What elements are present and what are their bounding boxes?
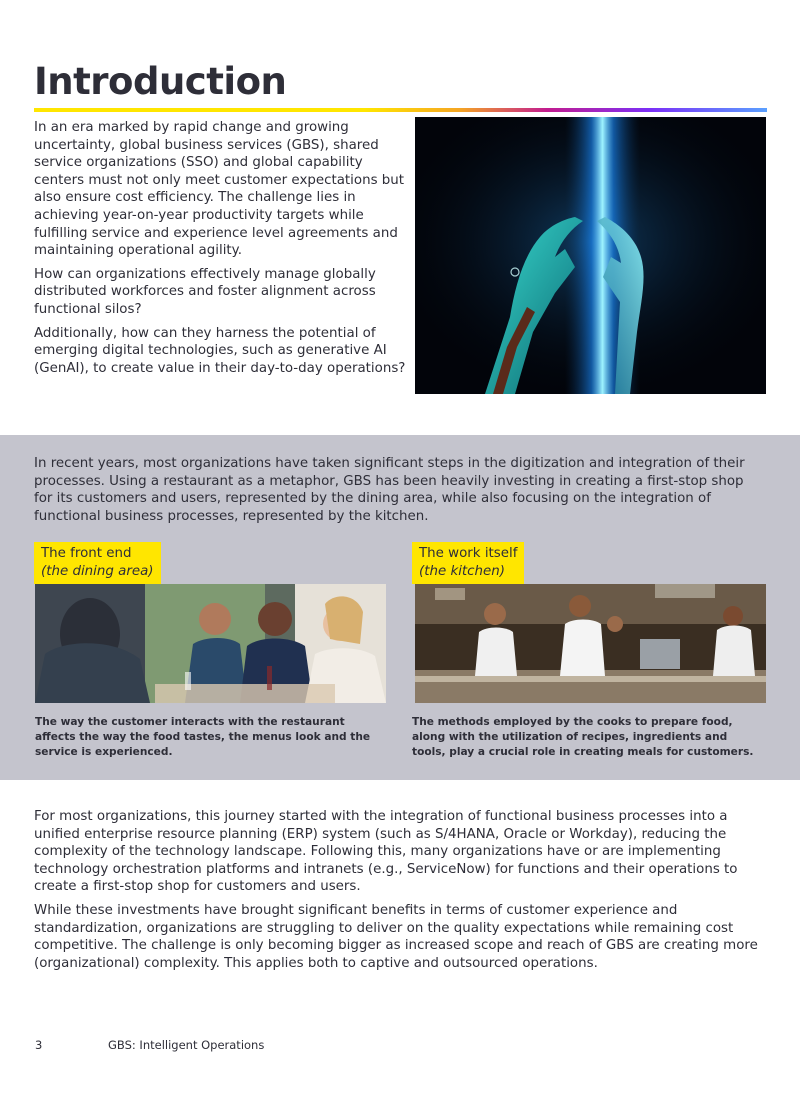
dining-illustration [35,584,386,703]
dining-area-photo [35,584,386,703]
kitchen-illustration [415,584,766,703]
front-end-title: The front end [41,546,132,561]
body-paragraph: While these investments have brought significant benefits in terms of customer experience and standardization, organizations are struggling to deliver on the quality expectations while remaining cost competitive. The challenge is only becoming bigger as increased scope and reach of GBS are creating more (organizational) complexity. This applies both to captive and outsourced operations. [34,902,758,971]
body-paragraph: For most organizations, this journey started with the integration of functional business processes into a unified enterprise resource planning (ERP) system (such as S/4HANA, Oracle or Workday), reducing the complexity of the technology landscape. Following this, many organizations have or are implementing technology orchestration platforms and intranets (e.g., ServiceNow) for functions and their operations to create a first-stop shop for customers and users. [34,809,738,895]
intro-paragraph: In an era marked by rapid change and growing uncertainty, global business services (GBS), shared service organizations (SSO) and global capability centers must not only meet customer expectations but also ensure cost efficiency. The challenge lies in achieving year-on-year productivity targets while fulfilling service and experience level agreements and maintaining operational agility. [34,120,405,259]
kitchen-photo [415,584,766,703]
page-number: 3 [35,1038,43,1052]
body-text [34,808,764,978]
intro-text [34,119,406,383]
hero-illustration [415,117,766,394]
front-end-subtitle: (the dining area) [41,563,154,579]
work-itself-label [412,542,524,584]
front-end-caption: The way the customer interacts with the restaurant affects the way the food tastes, the menus look and the service is experienced. [35,716,371,758]
front-end-label [34,542,161,584]
intro-paragraph: How can organizations effectively manage globally distributed workforces and foster alignment across functional silos? [34,266,376,317]
footer-doc-title: GBS: Intelligent Operations [108,1038,265,1052]
hero-image-hands [415,117,766,394]
work-itself-title: The work itself [419,546,518,561]
work-itself-subtitle: (the kitchen) [419,563,505,579]
work-itself-caption: The methods employed by the cooks to prepare food, along with the utilization of recipes, ingredients and tools, play a crucial role in creating meals for customers. [412,716,754,758]
intro-paragraph: Additionally, how can they harness the potential of emerging digital technologies, such as generative AI (GenAI), to create value in their day-to-day operations? [34,325,406,376]
page-title: Introduction [34,60,287,103]
title-gradient-rule [34,108,767,112]
band-text: In recent years, most organizations have taken significant steps in the digitization and integration of their processes. Using a restaurant as a metaphor, GBS has been heavily investing in creating a first-stop shop for its customers and users, represented by the dining area, while also focusing on the integration of functional business processes, represented by the kitchen. [34,456,745,524]
